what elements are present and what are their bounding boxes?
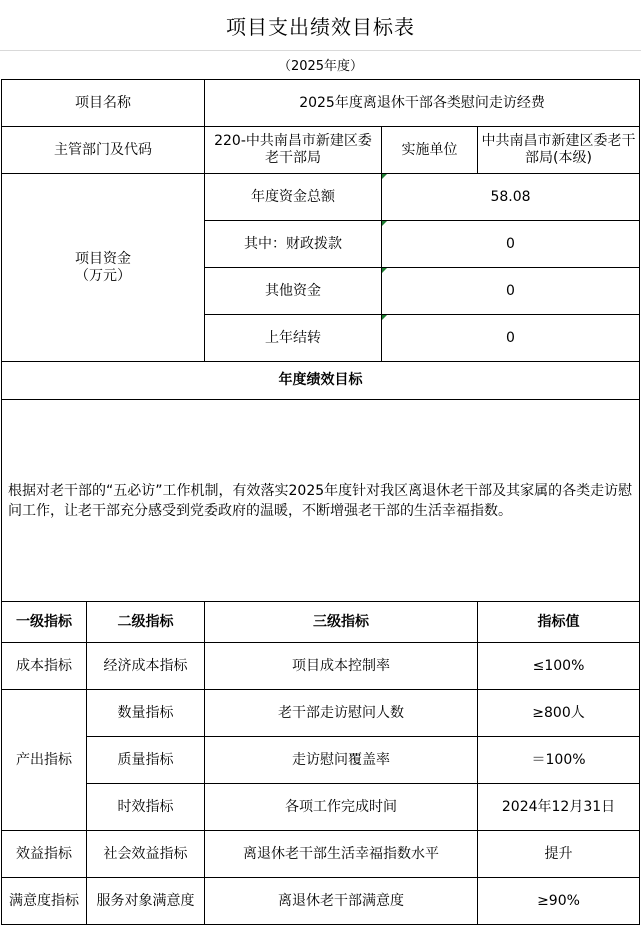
indicator-row bbox=[2, 831, 640, 878]
implementing-unit-value: 中共南昌市新建区委老干部局(本级) bbox=[478, 127, 640, 174]
indicator-value: 2024年12月31日 bbox=[478, 784, 640, 831]
indicator-level1: 满意度指标 bbox=[2, 878, 87, 925]
indicator-row bbox=[2, 878, 640, 925]
indicator-value: ≤100% bbox=[478, 643, 640, 690]
indicator-value: ≥800人 bbox=[478, 690, 640, 737]
project-name-row bbox=[2, 80, 640, 127]
indicator-value: ＝100% bbox=[478, 737, 640, 784]
funds-item-value: 0 bbox=[382, 315, 640, 362]
header-level3: 三级指标 bbox=[205, 602, 478, 643]
indicator-level2: 服务对象满意度 bbox=[87, 878, 205, 925]
goal-text-row bbox=[2, 400, 640, 602]
funds-item-value: 58.08 bbox=[382, 174, 640, 221]
performance-table bbox=[1, 79, 640, 925]
header-level2: 二级指标 bbox=[87, 602, 205, 643]
project-name-value: 2025年度离退休干部各类慰问走访经费 bbox=[205, 80, 640, 127]
department-label: 主管部门及代码 bbox=[2, 127, 205, 174]
project-name-label: 项目名称 bbox=[2, 80, 205, 127]
indicator-level3: 走访慰问覆盖率 bbox=[205, 737, 478, 784]
goal-heading: 年度绩效目标 bbox=[2, 362, 640, 400]
indicator-level1: 产出指标 bbox=[2, 690, 87, 831]
goal-text: 根据对老干部的“五必访”工作机制，有效落实2025年度针对我区离退休老干部及其家属的各类走访慰问工作，让老干部充分感受到党委政府的温暖，不断增强老干部的生活幸福指数。 bbox=[2, 400, 640, 602]
goal-heading-row bbox=[2, 362, 640, 400]
indicator-level3: 离退休老干部满意度 bbox=[205, 878, 478, 925]
indicator-header-row bbox=[2, 602, 640, 643]
funds-label: 项目资金 （万元） bbox=[2, 174, 205, 362]
implementing-unit-label: 实施单位 bbox=[382, 127, 478, 174]
indicator-row bbox=[2, 643, 640, 690]
indicator-level1: 效益指标 bbox=[2, 831, 87, 878]
indicator-level3: 老干部走访慰问人数 bbox=[205, 690, 478, 737]
indicator-row bbox=[2, 690, 640, 737]
indicator-value: 提升 bbox=[478, 831, 640, 878]
department-row bbox=[2, 127, 640, 174]
indicator-level3: 离退休老干部生活幸福指数水平 bbox=[205, 831, 478, 878]
funds-item-value: 0 bbox=[382, 221, 640, 268]
indicator-level2: 质量指标 bbox=[87, 737, 205, 784]
indicator-row bbox=[2, 784, 640, 831]
indicator-row bbox=[2, 737, 640, 784]
funds-item-label: 其他资金 bbox=[205, 268, 382, 315]
indicator-level3: 项目成本控制率 bbox=[205, 643, 478, 690]
funds-item-label: 其中：财政拨款 bbox=[205, 221, 382, 268]
funds-item-label: 上年结转 bbox=[205, 315, 382, 362]
sheet-year: （2025年度） bbox=[277, 59, 364, 74]
indicator-level1: 成本指标 bbox=[2, 643, 87, 690]
indicator-level2: 经济成本指标 bbox=[87, 643, 205, 690]
funds-row bbox=[2, 174, 640, 221]
sheet-title: 项目支出绩效目标表 bbox=[0, 0, 641, 51]
indicator-value: ≥90% bbox=[478, 878, 640, 925]
funds-item-value: 0 bbox=[382, 268, 640, 315]
department-value: 220-中共南昌市新建区委老干部局 bbox=[205, 127, 382, 174]
funds-item-label: 年度资金总额 bbox=[205, 174, 382, 221]
indicator-level2: 时效指标 bbox=[87, 784, 205, 831]
indicator-level2: 数量指标 bbox=[87, 690, 205, 737]
indicator-level3: 各项工作完成时间 bbox=[205, 784, 478, 831]
header-value: 指标值 bbox=[478, 602, 640, 643]
header-level1: 一级指标 bbox=[2, 602, 87, 643]
indicator-level2: 社会效益指标 bbox=[87, 831, 205, 878]
